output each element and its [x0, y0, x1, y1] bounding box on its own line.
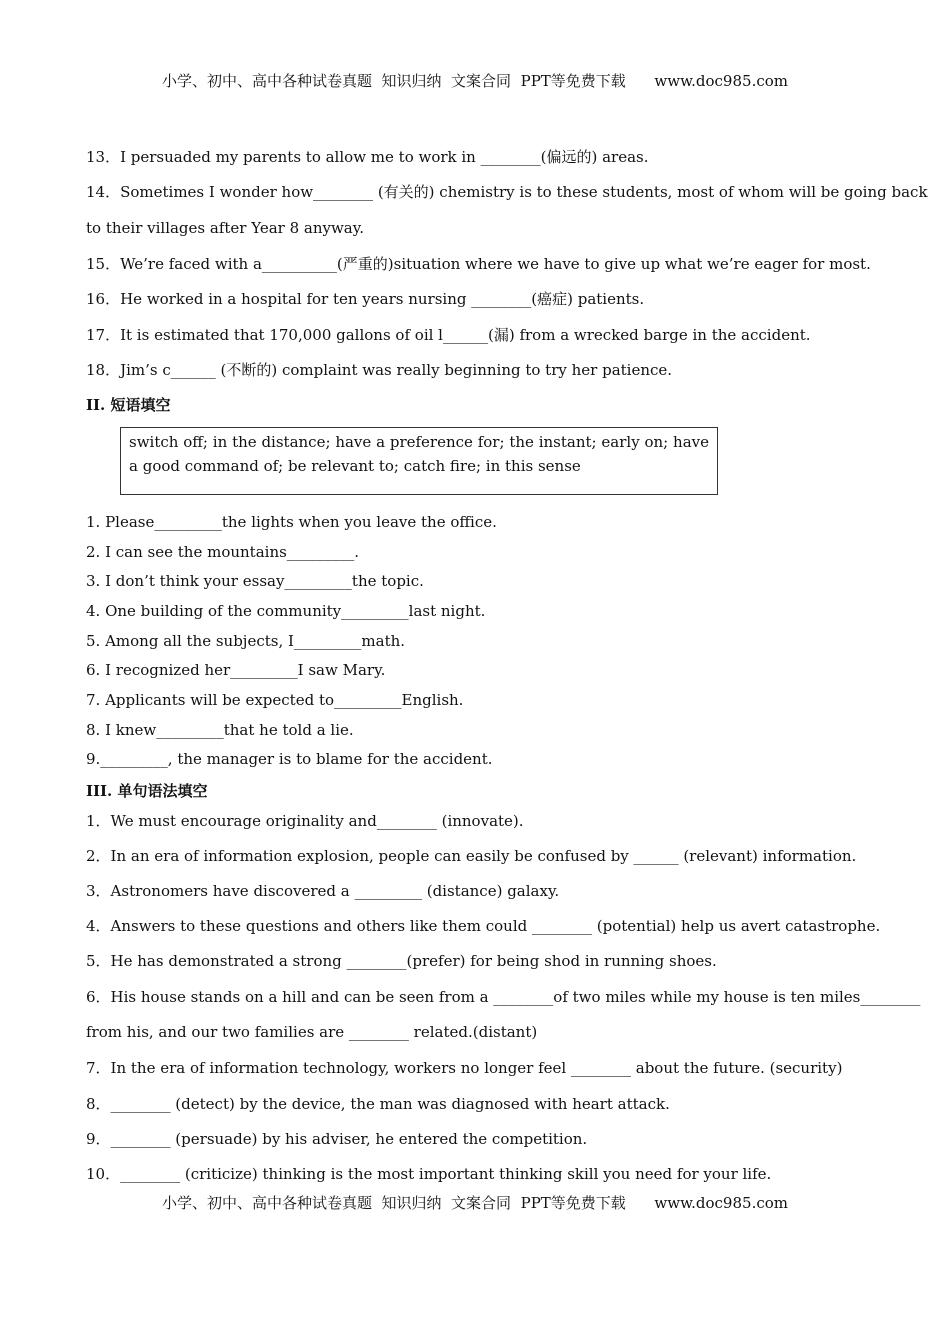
- grammar-question-4: 4．Answers to these questions and others like them could ________ (potential) help us avert catastrophe.: [86, 917, 881, 935]
- section-title-grammar: III. 单句语法填空: [86, 782, 208, 800]
- phrase-question-8: 8. I knew_________that he told a lie.: [86, 721, 354, 739]
- grammar-question-2: 2．In an era of information explosion, people can easily be confused by ______ (relevant) information.: [86, 847, 857, 865]
- question-16: 16．He worked in a hospital for ten years nursing ________(癌症) patients.: [86, 290, 645, 308]
- grammar-question-1: 1．We must encourage originality and________ (innovate).: [86, 812, 524, 830]
- grammar-question-6-continued: from his, and our two families are ________ related.(distant): [86, 1023, 538, 1041]
- phrase-question-5: 5. Among all the subjects, I_________math.: [86, 632, 406, 650]
- phrase-question-9: 9._________, the manager is to blame for the accident.: [86, 750, 493, 768]
- question-14: 14．Sometimes I wonder how________ (有关的) chemistry is to these students, most of whom will be going back: [86, 183, 928, 201]
- grammar-question-7: 7．In the era of information technology, workers no longer feel ________ about the future. (security): [86, 1059, 843, 1077]
- grammar-question-6: 6．His house stands on a hill and can be seen from a ________of two miles while my house is ten miles________: [86, 988, 921, 1006]
- phrase-question-2: 2. I can see the mountains_________.: [86, 543, 360, 561]
- phrase-question-1: 1. Please_________the lights when you leave the office.: [86, 513, 497, 531]
- question-14-continued: to their villages after Year 8 anyway.: [86, 219, 364, 237]
- phrase-question-4: 4. One building of the community_________last night.: [86, 602, 486, 620]
- phrase-word-box: switch off; in the distance; have a preference for; the instant; early on; have a good command of; be relevant to; catch fire; in this sense: [120, 427, 718, 495]
- page-header: 小学、初中、高中各种试卷真题 知识归纳 文案合同 PPT等免费下载 www.doc985.com: [161, 72, 788, 90]
- grammar-question-3: 3．Astronomers have discovered a _________ (distance) galaxy.: [86, 882, 560, 900]
- grammar-question-8: 8．________ (detect) by the device, the man was diagnosed with heart attack.: [86, 1095, 670, 1113]
- phrase-question-3: 3. I don’t think your essay_________the topic.: [86, 572, 424, 590]
- page-footer: 小学、初中、高中各种试卷真题 知识归纳 文案合同 PPT等免费下载 www.doc985.com: [161, 1194, 788, 1212]
- phrase-question-6: 6. I recognized her_________I saw Mary.: [86, 661, 386, 679]
- section-title-phrases: II. 短语填空: [86, 396, 171, 414]
- grammar-question-10: 10．________ (criticize) thinking is the most important thinking skill you need for your life.: [86, 1165, 772, 1183]
- question-17: 17．It is estimated that 170,000 gallons of oil l______(漏) from a wrecked barge in the accident.: [86, 326, 811, 344]
- question-13: 13．I persuaded my parents to allow me to work in ________(偏远的) areas.: [86, 148, 649, 166]
- phrase-question-7: 7. Applicants will be expected to_________English.: [86, 691, 464, 709]
- grammar-question-9: 9．________ (persuade) by his adviser, he entered the competition.: [86, 1130, 588, 1148]
- question-15: 15．We’re faced with a__________(严重的)situation where we have to give up what we’re eager for most.: [86, 255, 871, 273]
- question-18: 18．Jim’s c______ (不断的) complaint was really beginning to try her patience.: [86, 361, 673, 379]
- grammar-question-5: 5．He has demonstrated a strong ________(prefer) for being shod in running shoes.: [86, 952, 717, 970]
